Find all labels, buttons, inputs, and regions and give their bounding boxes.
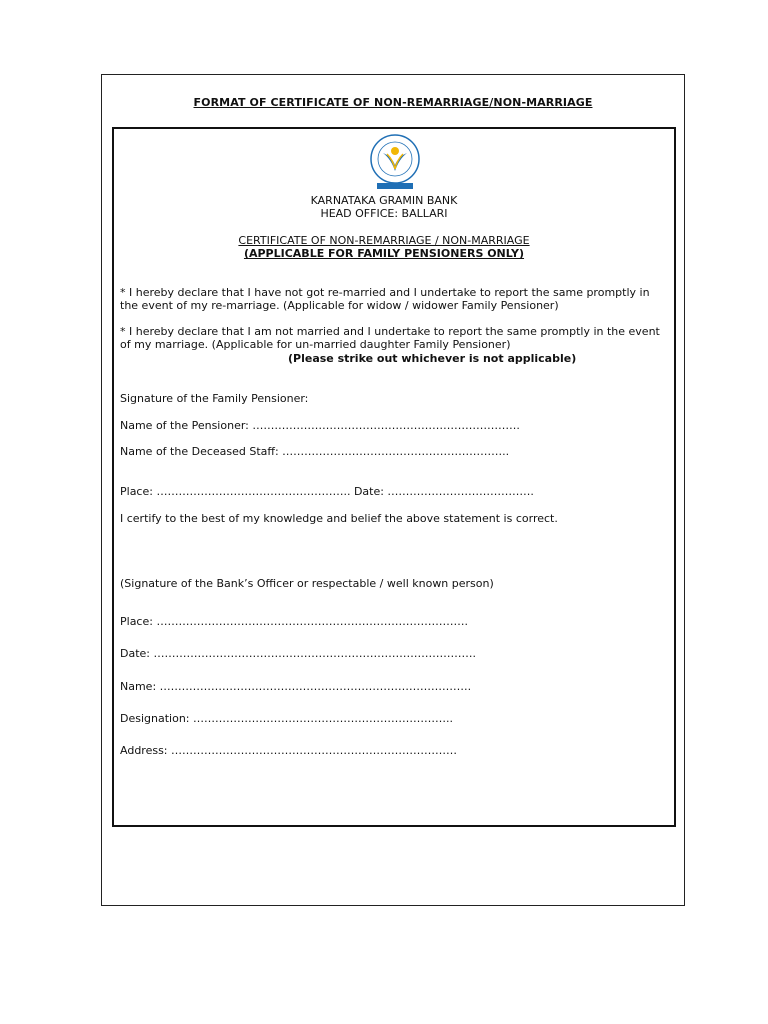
officer-designation-field: Designation: …………………………………………………………….. [120, 712, 453, 725]
officer-date-field: Date: ……………………………………………………………………………. [120, 647, 476, 660]
declaration-2-line-2: of my marriage. (Applicable for un-married daughter Family Pensioner) [120, 338, 511, 351]
certificate-title: CERTIFICATE OF NON-REMARRIAGE / NON-MARRIAGE [238, 234, 530, 247]
declaration-2-line-1: * I hereby declare that I am not married and I undertake to report the same promptly in the event [120, 325, 660, 338]
officer-name-field: Name: …………………………………………………………………………. [120, 680, 472, 693]
document-title: FORMAT OF CERTIFICATE OF NON-REMARRIAGE/NON-MARRIAGE [193, 96, 593, 109]
certify-statement: I certify to the best of my knowledge and belief the above statement is correct. [120, 512, 558, 525]
certificate-subtitle: (APPLICABLE FOR FAMILY PENSIONERS ONLY) [243, 247, 525, 260]
strike-out-note: (Please strike out whichever is not applicable) [288, 352, 577, 365]
officer-signature-label: (Signature of the Bank’s Officer or respectable / well known person) [120, 577, 494, 590]
pensioner-name-field: Name of the Pensioner: ………………………………………………………………. [120, 419, 520, 432]
bank-logo [365, 133, 425, 193]
deceased-staff-field: Name of the Deceased Staff: …………………………………………………….. [120, 445, 510, 458]
bank-name: KARNATAKA GRAMIN BANK [310, 194, 458, 207]
head-office: HEAD OFFICE: BALLARI [320, 207, 448, 220]
declaration-1-line-2: the event of my re-marriage. (Applicable for widow / widower Family Pensioner) [120, 299, 559, 312]
officer-place-field: Place: …………………………………………………………………………. [120, 615, 468, 628]
place-date-field: Place: …………………………………………….. Date: …………………………………. [120, 485, 534, 498]
declaration-1-line-1: * I hereby declare that I have not got re-married and I undertake to report the same promptly in [120, 286, 650, 299]
pensioner-signature-label: Signature of the Family Pensioner: [120, 392, 309, 405]
officer-address-field: Address: …………………………………………………………………… [120, 744, 458, 757]
